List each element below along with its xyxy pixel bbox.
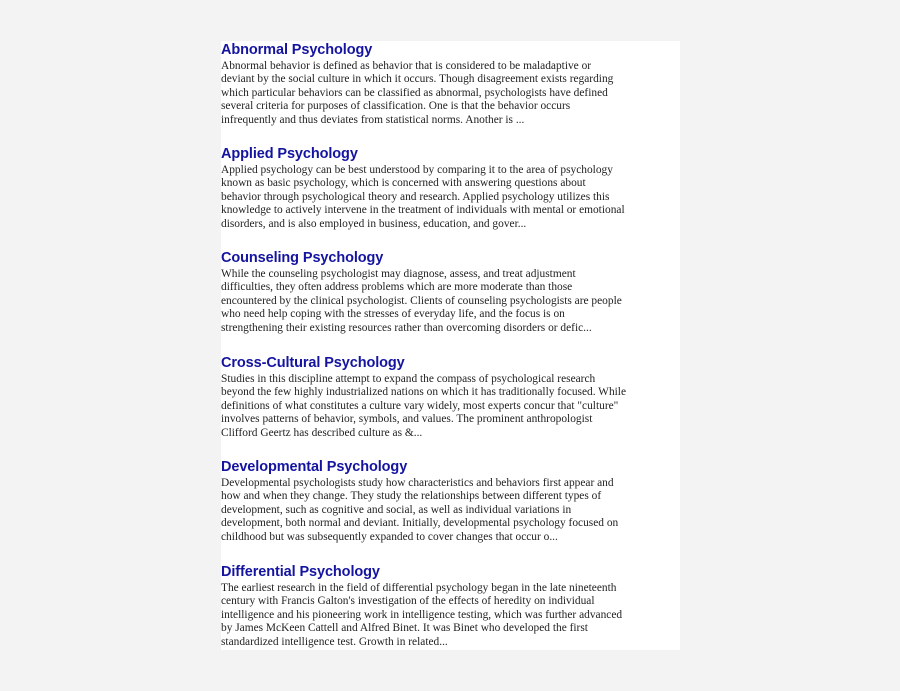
entry-title-link[interactable]: Developmental Psychology xyxy=(221,459,408,475)
summary-line: The earliest research in the field of differential psychology began in the late nineteenth xyxy=(221,582,617,594)
summary-line: infrequently and thus deviates from statistical norms. Another is ... xyxy=(221,113,525,126)
entry-summary xyxy=(221,582,683,649)
entry-title-link[interactable]: Cross-Cultural Psychology xyxy=(221,355,405,371)
entry-title-link[interactable]: Differential Psychology xyxy=(221,564,380,580)
summary-line: how and when they change. They study the relationships between different types of xyxy=(221,490,602,503)
summary-line: standardized intelligence test. Growth in related... xyxy=(221,635,448,648)
summary-line: Developmental psychologists study how characteristics and behaviors first appear and xyxy=(221,477,614,489)
summary-line: deviant by the social culture in which it occurs. Though disagreement exists regarding xyxy=(221,73,614,86)
entry-summary xyxy=(221,477,683,544)
entry-summary xyxy=(221,60,683,127)
summary-line: Clifford Geertz has described culture as &... xyxy=(221,426,423,439)
entry-summary xyxy=(221,164,683,231)
entry-title-link[interactable]: Applied Psychology xyxy=(221,146,358,162)
summary-line: who need help coping with the stresses of everyday life, and the focus is on xyxy=(221,308,565,321)
entry-abnormal-psychology xyxy=(221,42,683,127)
summary-line: which particular behaviors can be classified as abnormal, psychologists have defined xyxy=(221,86,608,99)
entry-summary xyxy=(221,373,683,440)
summary-line: several criteria for purposes of classification. One is that the behavior occurs xyxy=(221,100,571,113)
entry-summary xyxy=(221,268,683,335)
entry-title-link[interactable]: Counseling Psychology xyxy=(221,250,384,266)
summary-line: strengthening their existing resources rather than overcoming disorders or defic... xyxy=(221,321,592,334)
summary-line: development, such as cognitive and social, as well as individual variations in xyxy=(221,503,572,516)
summary-line: definitions of what constitutes a culture vary widely, most experts concur that "culture" xyxy=(221,399,619,412)
summary-line: by James McKeen Cattell and Alfred Binet. It was Binet who developed the first xyxy=(221,622,588,635)
summary-line: difficulties, they often address problems which are more moderate than those xyxy=(221,281,573,294)
summary-line: beyond the few highly industrialized nations on which it has traditionally focused. While xyxy=(221,386,627,399)
summary-line: While the counseling psychologist may diagnose, assess, and treat adjustment xyxy=(221,268,576,280)
summary-line: knowledge to actively intervene in the treatment of individuals with mental or emotional xyxy=(221,204,625,217)
summary-line: Abnormal behavior is defined as behavior that is considered to be maladaptive or xyxy=(221,60,592,72)
summary-line: childhood but was subsequently expanded to cover changes that occur o... xyxy=(221,530,558,543)
entry-differential-psychology xyxy=(221,564,683,649)
entry-counseling-psychology xyxy=(221,250,683,335)
summary-line: Applied psychology can be best understood by comparing it to the area of psychology xyxy=(221,164,613,176)
summary-line: Studies in this discipline attempt to expand the compass of psychological research xyxy=(221,373,596,385)
summary-line: known as basic psychology, which is concerned with answering questions about xyxy=(221,177,586,190)
summary-line: century with Francis Galton's investigation of the effects of heredity on individual xyxy=(221,595,595,608)
entry-developmental-psychology xyxy=(221,459,683,544)
summary-line: disorders, and is also employed in business, education, and gover... xyxy=(221,217,527,230)
entry-title-link[interactable]: Abnormal Psychology xyxy=(221,42,373,58)
entry-applied-psychology xyxy=(221,146,683,231)
summary-line: development, both normal and deviant. Initially, developmental psychology focused on xyxy=(221,517,619,530)
summary-line: involves patterns of behavior, symbols, and values. The prominent anthropologist xyxy=(221,413,593,426)
summary-line: behavior through psychological theory and research. Applied psychology utilizes this xyxy=(221,190,610,203)
summary-line: intelligence and his pioneering work in intelligence testing, which was further advanced xyxy=(221,608,623,621)
entry-cross-cultural-psychology xyxy=(221,355,683,440)
content-panel xyxy=(221,41,680,650)
summary-line: encountered by the clinical psychologist. Clients of counseling psychologists are people xyxy=(221,294,622,307)
